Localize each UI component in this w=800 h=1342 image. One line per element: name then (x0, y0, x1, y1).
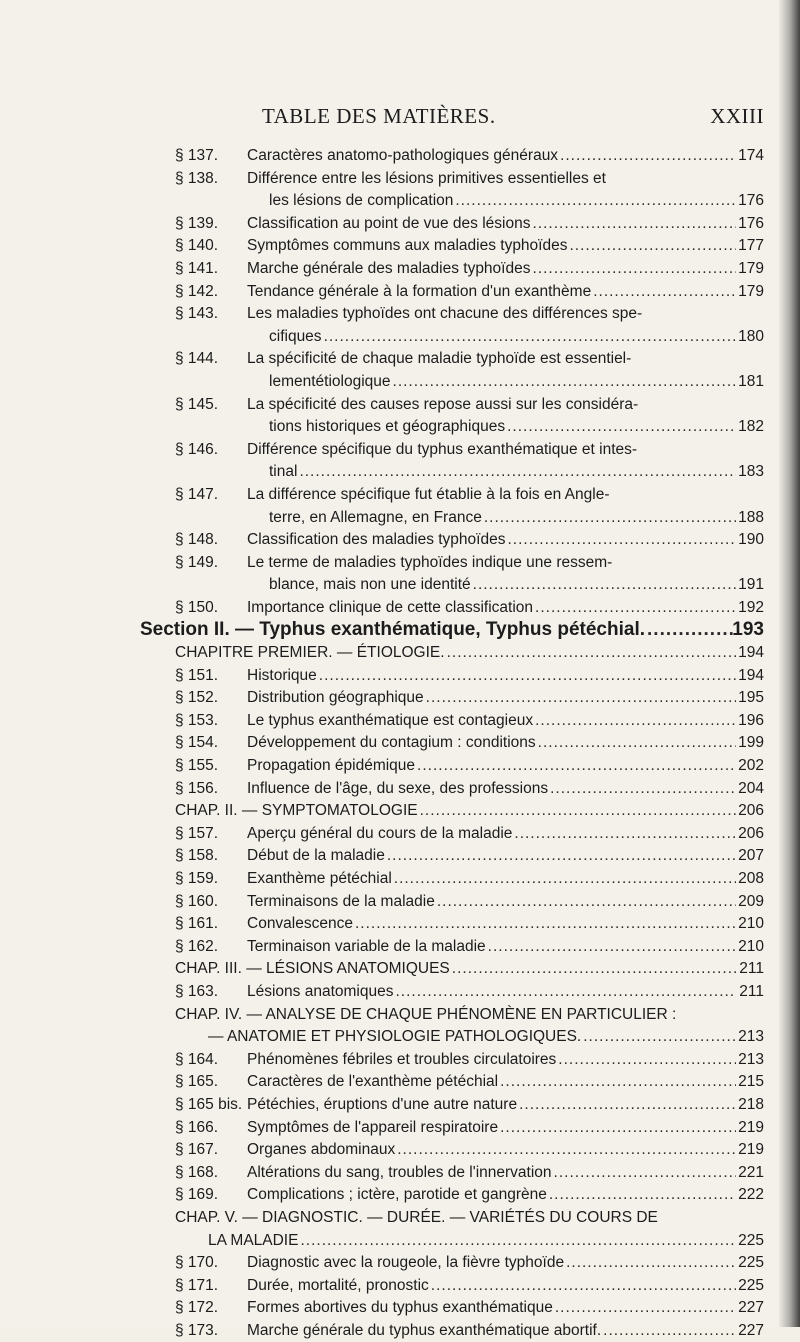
entry-label: CHAP. III. — LÉSIONS ANATOMIQUES (175, 960, 450, 978)
entry-page-number: 196 (738, 711, 764, 729)
dot-leader (583, 1026, 736, 1049)
dot-leader (319, 665, 736, 688)
entry-page-number: 195 (738, 689, 764, 707)
section-number: § 173. (175, 1321, 219, 1339)
entry-label: Terminaisons de la maladie (247, 892, 435, 910)
entry-text-wrap (247, 936, 738, 959)
toc-entry (0, 213, 800, 236)
running-header (0, 104, 800, 130)
entry-page-number: 222 (738, 1186, 764, 1204)
entry-page-number: 206 (738, 802, 764, 820)
entry-label: Lésions anatomiques (247, 982, 394, 1000)
entry-label: Marche générale du typhus exanthématique abortif. (247, 1321, 602, 1339)
entry-text-wrap (247, 1117, 738, 1140)
entry-label: cifiques (269, 327, 322, 345)
entry-page-number: 227 (738, 1321, 764, 1339)
entry-label: les lésions de complication (269, 192, 454, 210)
dot-leader (437, 891, 736, 914)
toc-entry (0, 416, 800, 439)
toc-entry (0, 868, 800, 891)
entry-label: Caractères de l'exanthème pétéchial (247, 1073, 499, 1091)
entry-page-number: 213 (738, 1028, 764, 1046)
entry-label: Distribution géographique (247, 689, 424, 707)
section-number: § 165. (175, 1073, 219, 1091)
entry-page-number: 180 (738, 327, 764, 345)
dot-leader (538, 732, 736, 755)
entry-label: Début de la maladie (247, 847, 385, 865)
toc-entry (0, 1117, 800, 1140)
section-number: § 158. (175, 847, 219, 865)
entry-page-number: 188 (738, 508, 764, 526)
entry-page-number: 191 (738, 576, 764, 594)
toc-entry (0, 823, 800, 846)
entry-label: Terminaison variable de la maladie (247, 937, 486, 955)
entry-label: Propagation épidémique (247, 757, 416, 775)
entry-text-wrap (247, 868, 738, 891)
toc-entry (0, 1184, 800, 1207)
entry-page-number: 182 (738, 418, 764, 436)
entry-label: Différence spécifique du typhus exanthématique et intes- (247, 440, 638, 458)
section-number: § 148. (175, 531, 219, 549)
dot-leader (603, 1320, 736, 1342)
dot-leader (299, 461, 736, 484)
entry-text-wrap (247, 845, 738, 868)
entry-page-number: 174 (738, 147, 764, 164)
entry-page-number: 194 (738, 644, 764, 662)
entry-text-wrap (175, 800, 738, 823)
entry-label: Influence de l'âge, du sexe, des professions (247, 779, 549, 797)
entry-page-number: 211 (739, 982, 764, 1000)
entry-text-wrap (247, 213, 738, 236)
entry-label: CHAP. V. — DIAGNOSTIC. — DURÉE. — VARIÉTÉS DU COURS DE (175, 1208, 658, 1226)
toc-entry (0, 507, 800, 530)
entry-label: lementétiologique (269, 372, 391, 390)
section-number: § 163. (175, 982, 219, 1000)
entry-label: Phénomènes fébriles et troubles circulatoires (247, 1050, 557, 1068)
section-number: § 144. (175, 350, 219, 368)
entry-label: Symptômes communs aux maladies typhoïdes (247, 237, 568, 255)
dot-leader (555, 1297, 736, 1320)
section-number: § 143. (175, 305, 219, 323)
toc-entry (0, 913, 800, 936)
entry-label: Le typhus exanthématique est contagieux (247, 711, 534, 729)
entry-text-wrap (247, 891, 738, 914)
entry-label: terre, en Allemagne, en France (269, 508, 482, 526)
entry-page-number: 227 (738, 1299, 764, 1317)
entry-text-wrap (247, 1094, 738, 1117)
toc-entry (0, 484, 800, 507)
toc-entry (0, 1320, 800, 1342)
entry-text-wrap (247, 710, 738, 733)
entry-label: Classification des maladies typhoïdes (247, 531, 506, 549)
dot-leader (566, 1252, 736, 1275)
entry-text-wrap (269, 574, 738, 597)
toc-entry (0, 732, 800, 755)
dot-leader (558, 1049, 736, 1072)
entry-page-number: 193 (732, 619, 764, 641)
section-number: § 140. (175, 237, 219, 255)
section-number: § 151. (175, 666, 219, 684)
dot-leader (420, 800, 736, 823)
toc-entry (0, 597, 800, 620)
entry-label: Diagnostic avec la rougeole, la fièvre typhoïde (247, 1254, 565, 1272)
entry-page-number: 176 (738, 192, 764, 210)
toc-entry (0, 371, 800, 394)
entry-page-number: 219 (738, 1118, 764, 1136)
chapter-entry (0, 1230, 800, 1253)
entry-text-wrap (247, 1139, 738, 1162)
entry-label: La différence spécifique fut établie à la fois en Angle- (247, 485, 610, 503)
entry-label: — ANATOMIE ET PHYSIOLOGIE PATHOLOGIQUES. (208, 1028, 582, 1046)
toc-entry (0, 326, 800, 349)
entry-page-number: 183 (738, 463, 764, 481)
entry-page-number: 179 (738, 282, 764, 300)
entry-label: Pétéchies, éruptions d'une autre nature (247, 1095, 518, 1113)
entry-page-number: 206 (738, 824, 764, 842)
entry-page-number: 179 (738, 259, 764, 277)
entry-text-wrap (208, 1026, 738, 1049)
entry-text-wrap (247, 755, 738, 778)
entry-text-wrap (269, 190, 738, 213)
toc-entry (0, 1297, 800, 1320)
entry-page-number: 176 (738, 214, 764, 232)
section-number: § 146. (175, 440, 219, 458)
entry-page-number: 210 (738, 937, 764, 955)
toc-entry (0, 845, 800, 868)
chapter-entry (0, 958, 800, 981)
entry-text-wrap (247, 168, 738, 191)
section-number: § 153. (175, 711, 219, 729)
section-number: § 170. (175, 1254, 219, 1272)
entry-text-wrap (247, 1252, 738, 1275)
entry-page-number: 210 (738, 915, 764, 933)
entry-text-wrap (247, 1184, 738, 1207)
dot-leader (593, 281, 736, 304)
section-number: § 162. (175, 937, 219, 955)
dot-leader (387, 845, 736, 868)
toc-entry (0, 778, 800, 801)
dot-leader (569, 235, 736, 258)
toc-entry (0, 1094, 800, 1117)
dot-leader (300, 1230, 736, 1253)
entry-text-wrap (247, 981, 738, 1004)
dot-leader (519, 1094, 736, 1117)
entry-page-number: 215 (738, 1073, 764, 1091)
section-number: § 171. (175, 1276, 219, 1294)
entry-text-wrap (247, 1071, 738, 1094)
dot-leader (549, 1184, 736, 1207)
entry-label: Aperçu général du cours de la maladie (247, 824, 513, 842)
entry-text-wrap (269, 416, 738, 439)
section-number: § 142. (175, 282, 219, 300)
section-number: § 172. (175, 1299, 219, 1317)
entry-page-number: 221 (738, 1163, 764, 1181)
entry-label: Section II. — Typhus exanthématique, Typhus pétéchial. (140, 619, 646, 641)
entry-text-wrap (247, 348, 738, 371)
entry-text-wrap (247, 145, 738, 168)
chapter-entry (0, 1004, 800, 1027)
entry-label: tions historiques et géographiques (269, 418, 506, 436)
entry-text-wrap (247, 552, 738, 575)
toc-entry (0, 439, 800, 462)
toc-entry (0, 461, 800, 484)
entry-text-wrap (247, 1049, 738, 1072)
toc-entry (0, 394, 800, 417)
dot-leader (426, 687, 736, 710)
dot-leader (500, 1071, 736, 1094)
entry-text-wrap (247, 823, 738, 846)
entry-text-wrap (247, 1275, 738, 1298)
entry-label: Caractères anatomo-pathologiques généraux (247, 147, 559, 164)
dot-leader (452, 958, 736, 981)
entry-text-wrap (247, 394, 738, 417)
section-number: § 145. (175, 395, 219, 413)
section-number: § 139. (175, 214, 219, 232)
entry-page-number: 192 (738, 598, 764, 616)
chapter-entry (0, 1207, 800, 1230)
entry-label: Marche générale des maladies typhoïdes (247, 259, 531, 277)
toc-entry (0, 529, 800, 552)
entry-label: Complications ; ictère, parotide et gangrène (247, 1186, 547, 1204)
toc-entry (0, 303, 800, 326)
dot-leader (554, 1162, 736, 1185)
entry-text-wrap (175, 1207, 738, 1230)
entry-text-wrap (208, 1230, 738, 1253)
dot-leader (488, 936, 736, 959)
entry-text-wrap (247, 439, 738, 462)
entry-text-wrap (175, 642, 738, 665)
entry-label: tinal (269, 463, 298, 481)
dot-leader (500, 1117, 736, 1140)
entry-text-wrap (175, 958, 738, 981)
entry-text-wrap (247, 913, 738, 936)
toc-entry (0, 190, 800, 213)
section-number: § 169. (175, 1186, 219, 1204)
section-number: § 160. (175, 892, 219, 910)
entry-label: CHAPITRE PREMIER. — ÉTIOLOGIE. (175, 644, 445, 662)
chapter-entry (0, 1026, 800, 1049)
entry-text-wrap (247, 303, 738, 326)
table-of-contents (0, 145, 800, 1342)
toc-entry (0, 665, 800, 688)
page-title: TABLE DES MATIÈRES. (262, 104, 496, 128)
toc-entry (0, 258, 800, 281)
section-heading (0, 619, 800, 642)
dot-leader (455, 190, 736, 213)
toc-entry (0, 281, 800, 304)
entry-page-number: 194 (738, 666, 764, 684)
entry-text-wrap (247, 732, 738, 755)
entry-text-wrap (175, 1004, 738, 1027)
toc-entry (0, 1162, 800, 1185)
section-number: § 159. (175, 870, 219, 887)
section-number: § 156. (175, 779, 219, 797)
entry-text-wrap (247, 665, 738, 688)
entry-page-number: 209 (738, 892, 764, 910)
dot-leader (431, 1275, 736, 1298)
entry-text-wrap (247, 281, 738, 304)
toc-entry (0, 981, 800, 1004)
entry-text-wrap (247, 1297, 738, 1320)
entry-text-wrap (247, 484, 738, 507)
entry-page-number: 211 (739, 960, 764, 978)
dot-leader (447, 642, 736, 665)
entry-text-wrap (269, 507, 738, 530)
section-number: § 167. (175, 1141, 219, 1159)
page-edge-shadow (778, 0, 800, 1327)
toc-entry (0, 1275, 800, 1298)
entry-label: Organes abdominaux (247, 1141, 396, 1159)
toc-entry (0, 1049, 800, 1072)
section-number: § 150. (175, 598, 219, 616)
section-number: § 157. (175, 824, 219, 842)
dot-leader (535, 597, 736, 620)
entry-page-number: 199 (738, 734, 764, 752)
toc-entry (0, 348, 800, 371)
entry-label: Le terme de maladies typhoïdes indique une ressem- (247, 553, 613, 571)
section-number: § 137. (175, 147, 219, 164)
section-number: § 149. (175, 553, 219, 571)
toc-entry (0, 755, 800, 778)
entry-text-wrap (269, 461, 738, 484)
toc-entry (0, 710, 800, 733)
entry-text-wrap (247, 687, 738, 710)
section-number: § 154. (175, 734, 219, 752)
dot-leader (394, 868, 736, 891)
section-number: § 168. (175, 1163, 219, 1181)
toc-entry (0, 145, 800, 168)
entry-label: Les maladies typhoïdes ont chacune des différences spe- (247, 305, 643, 323)
toc-entry (0, 574, 800, 597)
entry-page-number: 225 (738, 1254, 764, 1272)
section-number: § 138. (175, 169, 219, 187)
entry-text-wrap (247, 597, 738, 620)
entry-text-wrap (247, 778, 738, 801)
entry-page-number: 207 (738, 847, 764, 865)
entry-text-wrap (140, 619, 738, 642)
entry-page-number: 181 (738, 372, 764, 390)
section-number: § 141. (175, 259, 219, 277)
entry-label: CHAP. II. — SYMPTOMATOLOGIE (175, 802, 418, 820)
chapter-entry (0, 642, 800, 665)
dot-leader (532, 213, 736, 236)
entry-label: CHAP. IV. — ANALYSE DE CHAQUE PHÉNOMÈNE EN PARTICULIER : (175, 1005, 677, 1023)
dot-leader (647, 619, 736, 642)
toc-entry (0, 1139, 800, 1162)
page-number: XXIII (710, 104, 764, 128)
entry-label: Historique (247, 666, 317, 684)
entry-page-number: 225 (738, 1231, 764, 1249)
dot-leader (324, 326, 736, 349)
toc-entry (0, 1252, 800, 1275)
entry-page-number: 219 (738, 1141, 764, 1159)
section-number: § 166. (175, 1118, 219, 1136)
dot-leader (514, 823, 736, 846)
entry-page-number: 202 (738, 757, 764, 775)
dot-leader (532, 258, 736, 281)
dot-leader (550, 778, 736, 801)
section-number: § 164. (175, 1050, 219, 1068)
toc-entry (0, 1071, 800, 1094)
dot-leader (484, 507, 736, 530)
entry-label: Altérations du sang, troubles de l'innervation (247, 1163, 552, 1181)
entry-page-number: 225 (738, 1276, 764, 1294)
dot-leader (507, 529, 736, 552)
dot-leader (535, 710, 736, 733)
entry-text-wrap (247, 1320, 738, 1342)
toc-entry (0, 936, 800, 959)
toc-entry (0, 168, 800, 191)
entry-label: Convalescence (247, 915, 353, 933)
dot-leader (417, 755, 736, 778)
section-number: § 165 bis. (175, 1095, 243, 1113)
dot-leader (507, 416, 736, 439)
chapter-entry (0, 800, 800, 823)
entry-page-number: 190 (738, 531, 764, 549)
entry-page-number: 177 (738, 237, 764, 255)
toc-entry (0, 687, 800, 710)
entry-label: Tendance générale à la formation d'un exanthème (247, 282, 592, 300)
dot-leader (560, 145, 736, 168)
entry-text-wrap (269, 371, 738, 394)
entry-label: La spécificité de chaque maladie typhoïde est essentiel- (247, 350, 632, 368)
entry-text-wrap (247, 235, 738, 258)
entry-label: LA MALADIE (208, 1231, 299, 1249)
entry-text-wrap (269, 326, 738, 349)
toc-entry (0, 891, 800, 914)
dot-leader (355, 913, 736, 936)
entry-label: Symptômes de l'appareil respiratoire (247, 1118, 499, 1136)
entry-text-wrap (247, 529, 738, 552)
section-number: § 147. (175, 485, 219, 503)
entry-text-wrap (247, 1162, 738, 1185)
section-number: § 155. (175, 757, 219, 775)
entry-page-number: 213 (738, 1050, 764, 1068)
entry-text-wrap (247, 258, 738, 281)
entry-label: Formes abortives du typhus exanthématique (247, 1299, 553, 1317)
section-number: § 161. (175, 915, 219, 933)
entry-page-number: 204 (738, 779, 764, 797)
entry-label: La spécificité des causes repose aussi sur les considéra- (247, 395, 639, 413)
entry-label: Développement du contagium : conditions (247, 734, 536, 752)
toc-entry (0, 235, 800, 258)
dot-leader (393, 371, 736, 394)
entry-page-number: 218 (738, 1095, 764, 1113)
entry-label: Importance clinique de cette classification (247, 598, 534, 616)
entry-label: Classification au point de vue des lésions (247, 214, 531, 232)
entry-label: Exanthème pétéchial (247, 870, 392, 887)
entry-label: Durée, mortalité, pronostic (247, 1276, 429, 1294)
dot-leader (396, 981, 737, 1004)
toc-entry (0, 552, 800, 575)
entry-label: blance, mais non une identité (269, 576, 471, 594)
entry-label: Différence entre les lésions primitives essentielles et (247, 169, 606, 187)
section-number: § 152. (175, 689, 219, 707)
entry-page-number: 208 (738, 870, 764, 887)
dot-leader (397, 1139, 736, 1162)
dot-leader (473, 574, 736, 597)
